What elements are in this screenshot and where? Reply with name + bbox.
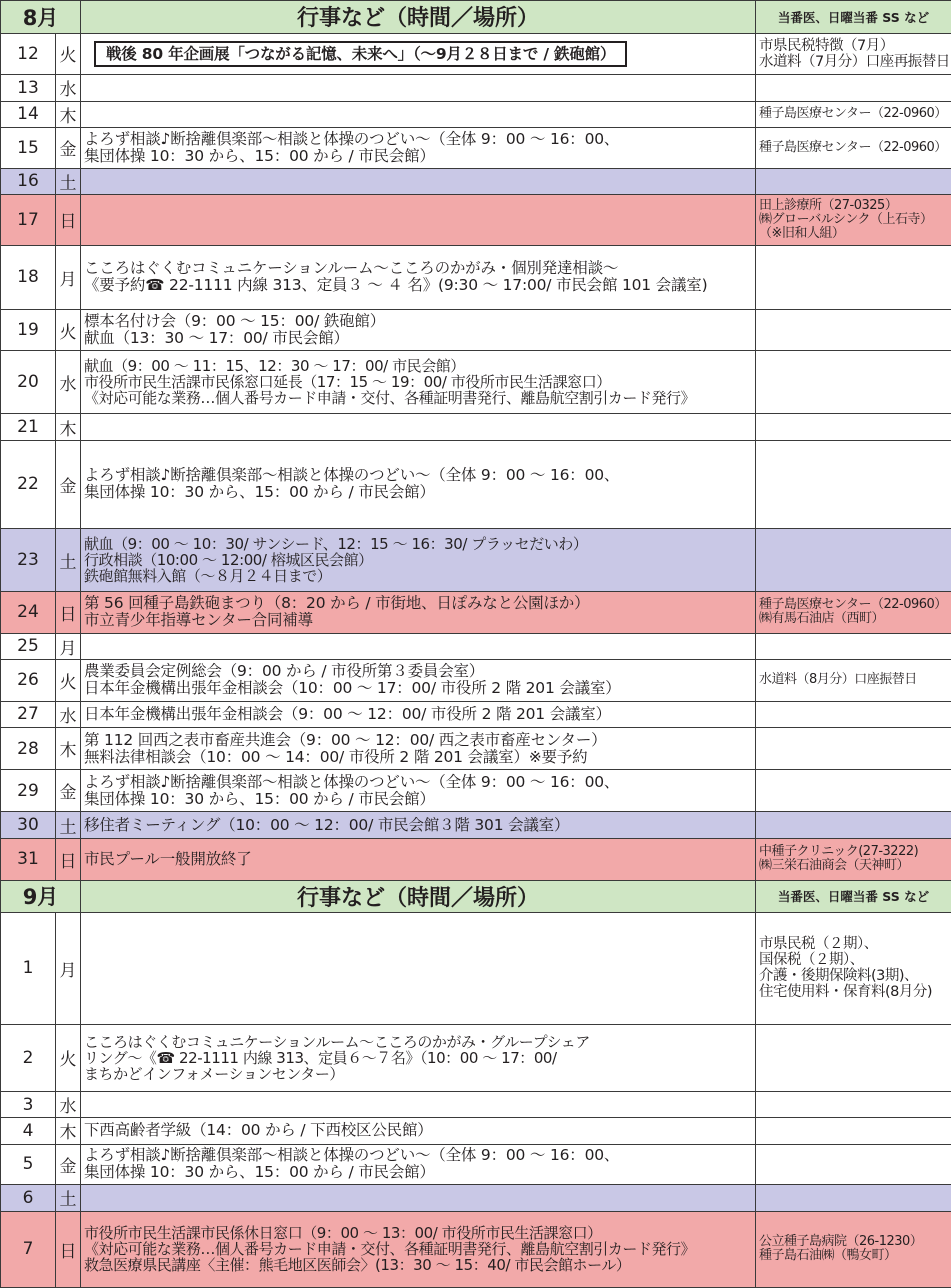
events-column-header: 行事など（時間／場所） — [81, 880, 756, 913]
event-line: 市役所市民生活課市民係休日窓口（9：00 〜 13：00/ 市役所市民生活課窓口） — [84, 1224, 602, 1243]
event-line: リング〜《☎ 22‐1111 内線 313、定員６〜７名》（10：00 〜 17：00/ — [84, 1048, 557, 1067]
day-number: 18 — [1, 245, 56, 309]
event-line: 救急医療県民講座〈主催：熊毛地区医師会〉(13：30 〜 15：40/ 市民会館ホール） — [84, 1256, 631, 1275]
day-row — [1, 1118, 951, 1144]
day-of-week: 日 — [56, 194, 81, 245]
events-cell — [81, 1024, 756, 1091]
notes-cell — [756, 101, 951, 127]
day-number: 4 — [1, 1118, 56, 1144]
events-cell — [81, 33, 756, 75]
notes-cell — [756, 1091, 951, 1117]
note-line: 中種子クリニック(27-3222) — [759, 844, 919, 860]
day-row — [1, 414, 951, 440]
events-cell — [81, 168, 756, 194]
day-number: 12 — [1, 33, 56, 75]
notes-cell — [756, 728, 951, 770]
day-number: 28 — [1, 728, 56, 770]
event-line: よろず相談♪断捨離倶楽部〜相談と体操のつどい〜（全体 9：00 〜 16：00、 — [84, 772, 620, 791]
day-row — [1, 1091, 951, 1117]
note-line: 種子島医療センター（22‐0960） — [759, 106, 947, 122]
day-number: 30 — [1, 812, 56, 838]
day-number: 14 — [1, 101, 56, 127]
day-row — [1, 33, 951, 75]
event-line: 第 112 回西之表市畜産共進会（9：00 〜 12：00/ 西之表市畜産センター） — [84, 730, 607, 749]
notes-cell — [756, 913, 951, 1025]
events-cell — [81, 1185, 756, 1211]
event-line: 市役所市民生活課市民係窓口延長（17：15 〜 19：00/ 市役所市民生活課窓口） — [84, 373, 611, 392]
event-line: 日本年金機構出張年金相談会（10：00 〜 17：00/ 市役所 2 階 201 会議室） — [84, 679, 621, 698]
note-line: 水道料（7月分）口座再振替日 — [759, 53, 950, 70]
day-of-week: 水 — [56, 351, 81, 414]
day-row — [1, 75, 951, 101]
day-of-week: 日 — [56, 838, 81, 880]
day-row — [1, 168, 951, 194]
note-line: 種子島石油㈱（鴨女町） — [759, 1248, 897, 1264]
september-header-row — [1, 880, 951, 913]
event-line: 日本年金機構出張年金相談会（9：00 〜 12：00/ 市役所 2 階 201 会議室） — [84, 704, 611, 723]
day-of-week: 日 — [56, 1211, 81, 1287]
event-line: 無料法律相談会（10：00 〜 14：00/ 市役所 2 階 201 会議室）※要予約 — [84, 747, 588, 766]
day-number: 20 — [1, 351, 56, 414]
day-row — [1, 440, 951, 528]
event-line: 農業委員会定例総会（9：00 から / 市役所第３委員会室） — [84, 662, 485, 681]
event-line: よろず相談♪断捨離倶楽部〜相談と体操のつどい〜（全体 9：00 〜 16：00、 — [84, 466, 620, 485]
day-row — [1, 660, 951, 702]
event-line: 下西高齢者学級（14：00 から / 下西校区公民館） — [84, 1121, 433, 1140]
day-of-week: 木 — [56, 414, 81, 440]
notes-cell — [756, 529, 951, 592]
day-number: 5 — [1, 1144, 56, 1185]
notes-cell — [756, 812, 951, 838]
notes-cell — [756, 245, 951, 309]
day-of-week: 水 — [56, 1091, 81, 1117]
notes-cell — [756, 1118, 951, 1144]
events-cell — [81, 1118, 756, 1144]
notes-cell — [756, 838, 951, 880]
notes-cell — [756, 194, 951, 245]
day-row — [1, 309, 951, 351]
day-number: 2 — [1, 1024, 56, 1091]
notes-cell — [756, 309, 951, 351]
day-row — [1, 701, 951, 727]
event-line: 集団体操 10：30 から、15：00 から / 市民会館） — [84, 1163, 435, 1182]
event-line: 集団体操 10：30 から、15：00 から / 市民会館） — [84, 789, 435, 808]
event-line: 《対応可能な業務…個人番号カード申請・交付、各種証明書発行、離島航空割引カード発行》 — [84, 389, 696, 408]
note-line: 田上診療所（27‐0325） — [759, 197, 898, 213]
event-line: 行政相談（10:00 〜 12:00/ 榕城区民会館） — [84, 551, 373, 570]
events-cell — [81, 75, 756, 101]
event-line: 《要予約☎ 22-1111 内線 313、定員３ 〜 ４ 名》(9:30 〜 17:00/ 市民会館 101 会議室) — [84, 276, 708, 295]
event-line: 移住者ミーティング（10：00 〜 12：00/ 市民会館３階 301 会議室） — [84, 815, 570, 834]
notes-column-header: 当番医、日曜当番 SS など — [756, 880, 951, 913]
note-line: 市県民税（２期）、 — [759, 936, 878, 953]
day-row — [1, 728, 951, 770]
events-cell — [81, 660, 756, 702]
notes-cell — [756, 701, 951, 727]
notes-cell — [756, 127, 951, 168]
notes-cell — [756, 168, 951, 194]
day-of-week: 水 — [56, 701, 81, 727]
events-cell — [81, 633, 756, 659]
event-line: 標本名付け会（9：00 〜 15：00/ 鉄砲館） — [84, 312, 386, 331]
day-row — [1, 101, 951, 127]
day-row — [1, 592, 951, 634]
day-row — [1, 1211, 951, 1287]
events-cell — [81, 913, 756, 1025]
note-line: 公立種子島病院（26‐1230） — [759, 1234, 923, 1250]
day-number: 15 — [1, 127, 56, 168]
note-line: 住宅使用料・保育料(8月分) — [759, 984, 933, 1001]
day-row — [1, 1024, 951, 1091]
events-cell — [81, 529, 756, 592]
day-number: 29 — [1, 769, 56, 812]
event-line: 市立青少年指導センター合同補導 — [84, 611, 313, 630]
day-number: 27 — [1, 701, 56, 727]
event-line: 献血（9：00 〜 11：15、12：30 〜 17：00/ 市民会館） — [84, 357, 465, 376]
event-line: こころはぐくむコミュニケーションルーム〜こころのかがみ・個別発達相談〜 — [84, 259, 619, 278]
day-of-week: 木 — [56, 1118, 81, 1144]
month-label: 8月 — [1, 1, 81, 34]
events-cell — [81, 414, 756, 440]
note-line: （※旧和人組） — [759, 225, 845, 241]
day-number: 17 — [1, 194, 56, 245]
event-line: よろず相談♪断捨離倶楽部〜相談と体操のつどい〜（全体 9：00 〜 16：00、 — [84, 129, 620, 148]
events-cell — [81, 101, 756, 127]
day-number: 21 — [1, 414, 56, 440]
note-line: 市県民税特徴（7月） — [759, 37, 894, 54]
events-cell — [81, 1091, 756, 1117]
day-row — [1, 529, 951, 592]
events-cell — [81, 1144, 756, 1185]
day-number: 13 — [1, 75, 56, 101]
day-number: 19 — [1, 309, 56, 351]
day-row — [1, 633, 951, 659]
day-row — [1, 913, 951, 1025]
day-number: 7 — [1, 1211, 56, 1287]
event-line: よろず相談♪断捨離倶楽部〜相談と体操のつどい〜（全体 9：00 〜 16：00、 — [84, 1146, 620, 1165]
events-cell — [81, 351, 756, 414]
notes-cell — [756, 75, 951, 101]
day-number: 31 — [1, 838, 56, 880]
events-cell — [81, 592, 756, 634]
events-cell — [81, 309, 756, 351]
event-line: 《対応可能な業務…個人番号カード申請・交付、各種証明書発行、離島航空割引カード発行》 — [84, 1240, 696, 1259]
day-of-week: 火 — [56, 660, 81, 702]
note-line: ㈱有馬石油店（西町） — [759, 611, 885, 627]
note-line: 介護・後期保険料(3期)、 — [759, 968, 919, 985]
day-of-week: 土 — [56, 812, 81, 838]
day-number: 1 — [1, 913, 56, 1025]
day-of-week: 日 — [56, 592, 81, 634]
day-of-week: 金 — [56, 440, 81, 528]
day-of-week: 月 — [56, 245, 81, 309]
note-line: 水道料（8月分）口座振替日 — [759, 672, 917, 688]
day-of-week: 木 — [56, 728, 81, 770]
note-line: 国保税（２期）、 — [759, 952, 864, 969]
events-cell — [81, 127, 756, 168]
event-line: 献血（13：30 〜 17：00/ 市民会館） — [84, 329, 349, 348]
day-of-week: 金 — [56, 769, 81, 812]
events-cell — [81, 812, 756, 838]
day-of-week: 火 — [56, 1024, 81, 1091]
featured-event: 戦後 80 年企画展「つながる記憶、未来へ」（〜9月２８日まで / 鉄砲館） — [94, 41, 627, 67]
event-line: 集団体操 10：30 から、15：00 から / 市民会館） — [84, 146, 435, 165]
day-row — [1, 194, 951, 245]
day-of-week: 月 — [56, 913, 81, 1025]
events-cell — [81, 194, 756, 245]
day-of-week: 水 — [56, 75, 81, 101]
notes-cell — [756, 414, 951, 440]
day-of-week: 土 — [56, 1185, 81, 1211]
notes-cell — [756, 351, 951, 414]
day-of-week: 金 — [56, 127, 81, 168]
day-number: 24 — [1, 592, 56, 634]
events-cell — [81, 701, 756, 727]
month-label: 9月 — [1, 880, 81, 913]
day-number: 6 — [1, 1185, 56, 1211]
events-column-header: 行事など（時間／場所） — [81, 1, 756, 34]
event-line: まちかどインフォメーションセンター） — [84, 1064, 344, 1083]
note-line: 種子島医療センター（22‐0960） — [759, 597, 947, 613]
day-of-week: 土 — [56, 529, 81, 592]
events-cell — [81, 440, 756, 528]
day-number: 22 — [1, 440, 56, 528]
notes-cell — [756, 633, 951, 659]
events-cell — [81, 838, 756, 880]
day-of-week: 土 — [56, 168, 81, 194]
day-number: 3 — [1, 1091, 56, 1117]
events-cell — [81, 728, 756, 770]
event-line: 献血（9：00 〜 10：30/ サンシード、12：15 〜 16：30/ プラッセだいわ） — [84, 535, 588, 554]
notes-cell — [756, 769, 951, 812]
events-cell — [81, 1211, 756, 1287]
day-number: 16 — [1, 168, 56, 194]
day-of-week: 金 — [56, 1144, 81, 1185]
note-line: ㈱グローバルシンク（上石寺） — [759, 211, 933, 227]
day-row — [1, 1185, 951, 1211]
day-of-week: 火 — [56, 309, 81, 351]
day-number: 25 — [1, 633, 56, 659]
notes-cell — [756, 1024, 951, 1091]
note-line: 種子島医療センター（22‐0960） — [759, 139, 947, 155]
day-number: 23 — [1, 529, 56, 592]
notes-cell — [756, 1211, 951, 1287]
event-line: 鉄砲館無料入館（〜８月２４日まで） — [84, 567, 332, 586]
event-line: 市民プール一般開放終了 — [84, 849, 252, 868]
day-row — [1, 351, 951, 414]
august-header-row — [1, 1, 951, 34]
day-row — [1, 127, 951, 168]
day-of-week: 月 — [56, 633, 81, 659]
notes-cell — [756, 440, 951, 528]
day-number: 26 — [1, 660, 56, 702]
events-cell — [81, 245, 756, 309]
day-row — [1, 838, 951, 880]
day-row — [1, 812, 951, 838]
notes-column-header: 当番医、日曜当番 SS など — [756, 1, 951, 34]
calendar-body — [1, 1, 951, 1288]
day-of-week: 火 — [56, 33, 81, 75]
notes-cell — [756, 660, 951, 702]
day-row — [1, 1144, 951, 1185]
day-of-week: 木 — [56, 101, 81, 127]
notes-cell — [756, 1144, 951, 1185]
day-row — [1, 245, 951, 309]
day-row — [1, 769, 951, 812]
event-line: こころはぐくむコミュニケーションルーム〜こころのかがみ・グループシェア — [84, 1032, 590, 1051]
note-line: ㈱三栄石油商会（天神町） — [759, 858, 910, 874]
events-cell — [81, 769, 756, 812]
event-line: 第 56 回種子島鉄砲まつり（8：20 から / 市街地、日ぽみなと公園ほか） — [84, 594, 590, 613]
notes-cell — [756, 33, 951, 75]
notes-cell — [756, 592, 951, 634]
notes-cell — [756, 1185, 951, 1211]
event-line: 集団体操 10：30 から、15：00 から / 市民会館） — [84, 483, 435, 502]
